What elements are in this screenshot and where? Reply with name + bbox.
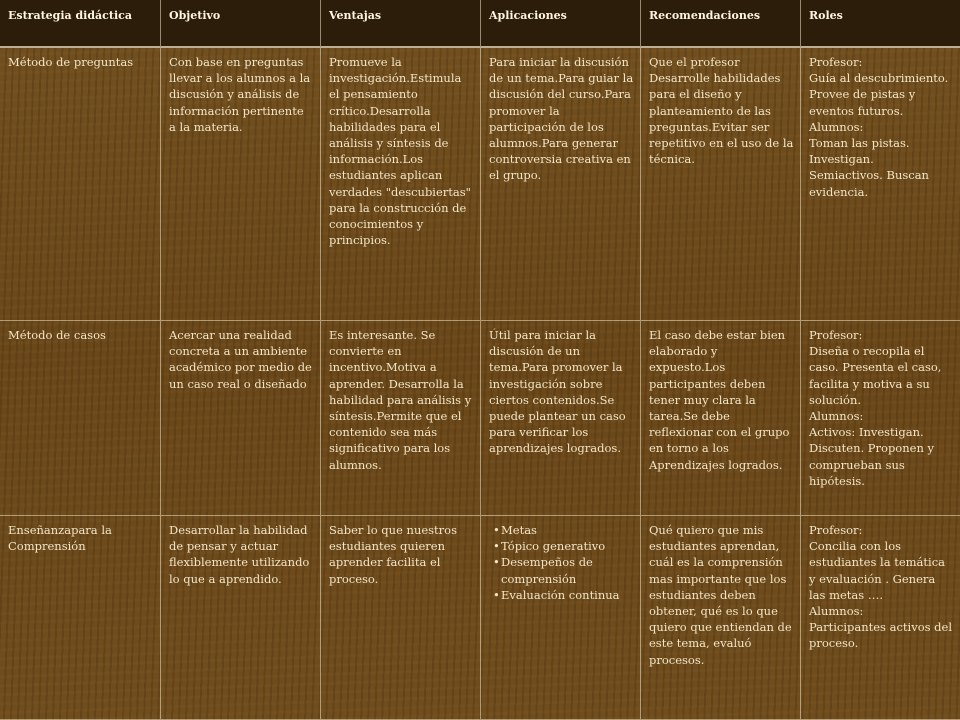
row3-recomendaciones bbox=[641, 516, 801, 720]
row1-recomendaciones bbox=[641, 48, 801, 321]
cell-text: Con base en preguntas llevar a los alumnos a la discusión y análisis de información pertinente a la materia. bbox=[169, 55, 311, 134]
cell-text: Enseñanzapara la Comprensión bbox=[8, 523, 112, 554]
cell-text: Que el profesor Desarrolle habilidades para el diseño y planteamiento de las preguntas.Evitar ser repetitivo en el uso de la técnica. bbox=[649, 55, 794, 167]
row3-roles bbox=[801, 516, 960, 720]
bullet-item: • Metas bbox=[493, 522, 634, 538]
row2-ventajas bbox=[321, 321, 481, 516]
cell-text: Para iniciar la discusión de un tema.Para guiar la discusión del curso.Para promover la participación de los alumnos.Para generar controversia creativa en el grupo. bbox=[489, 55, 634, 183]
row1-estrategia bbox=[0, 48, 161, 321]
cell-text: Profesor: Concilia con los estudiantes la temática y evaluación . Genera las metas …. Alumnos: Participantes activos del proceso. bbox=[809, 523, 953, 651]
header-ventajas: Ventajas bbox=[321, 0, 481, 48]
row3-ventajas bbox=[321, 516, 481, 720]
header-objetivo: Objetivo bbox=[161, 0, 321, 48]
row1-objetivo bbox=[161, 48, 321, 321]
cell-text: Saber lo que nuestros estudiantes quieren aprender facilita el proceso. bbox=[329, 523, 458, 586]
aplicaciones-bullet-list bbox=[489, 522, 634, 603]
cell-text: Acercar una realidad concreta a un ambiente académico por medio de un caso real o diseñado bbox=[169, 328, 312, 391]
bullet-item: • Evaluación continua bbox=[493, 587, 634, 603]
row1-ventajas bbox=[321, 48, 481, 321]
header-roles: Roles bbox=[801, 0, 960, 48]
header-estrategia: Estrategia didáctica bbox=[0, 0, 161, 48]
cell-text: Profesor: Guía al descubrimiento. Provee de pistas y eventos futuros. Alumnos: Toman las pistas. Investigan. Semiactivos. Buscan evidencia. bbox=[809, 55, 949, 199]
cell-text: Qué quiero que mis estudiantes aprendan, cuál es la comprensión mas importante que los estudiantes deben obtener, qué es lo que quiero que entiendan de este tema, evaluó procesos. bbox=[649, 523, 792, 667]
cell-text: Profesor: Diseña o recopila el caso. Presenta el caso, facilita y motiva a su solución. Alumnos: Activos: Investigan. Discuten. Proponen y comprueban sus hipótesis. bbox=[809, 328, 942, 488]
bullet-item: • Desempeños de comprensión bbox=[493, 554, 634, 586]
row2-estrategia bbox=[0, 321, 161, 516]
row2-aplicaciones bbox=[481, 321, 641, 516]
row2-recomendaciones bbox=[641, 321, 801, 516]
row3-objetivo bbox=[161, 516, 321, 720]
row2-objetivo bbox=[161, 321, 321, 516]
row3-estrategia bbox=[0, 516, 161, 720]
row1-roles bbox=[801, 48, 960, 321]
bullet-item: • Tópico generativo bbox=[493, 538, 634, 554]
header-aplicaciones: Aplicaciones bbox=[481, 0, 641, 48]
row1-aplicaciones bbox=[481, 48, 641, 321]
cell-text: Método de casos bbox=[8, 328, 106, 342]
row2-roles bbox=[801, 321, 960, 516]
cell-text: Promueve la investigación.Estimula el pensamiento crítico.Desarrolla habilidades para el análisis y síntesis de información.Los estudiantes aplican verdades "descubiertas" para la construcción de conocimientos y principios. bbox=[329, 55, 471, 248]
cell-text: El caso debe estar bien elaborado y expuesto.Los participantes deben tener muy clara la tarea.Se debe reflexionar con el grupo en torno a los Aprendizajes logrados. bbox=[649, 328, 790, 472]
row3-aplicaciones bbox=[481, 516, 641, 720]
cell-text: Desarrollar la habilidad de pensar y actuar flexiblemente utilizando lo que a aprendido. bbox=[169, 523, 310, 586]
cell-text: Útil para iniciar la discusión de un tema.Para promover la investigación sobre ciertos contenidos.Se puede plantear un caso para verificar los aprendizajes logrados. bbox=[489, 328, 626, 456]
cell-text: Método de preguntas bbox=[8, 55, 134, 69]
header-recomendaciones: Recomendaciones bbox=[641, 0, 801, 48]
cell-text: Es interesante. Se convierte en incentivo.Motiva a aprender. Desarrolla la habilidad para análisis y síntesis.Permite que el contenido sea más significativo para los alumnos. bbox=[329, 328, 472, 472]
